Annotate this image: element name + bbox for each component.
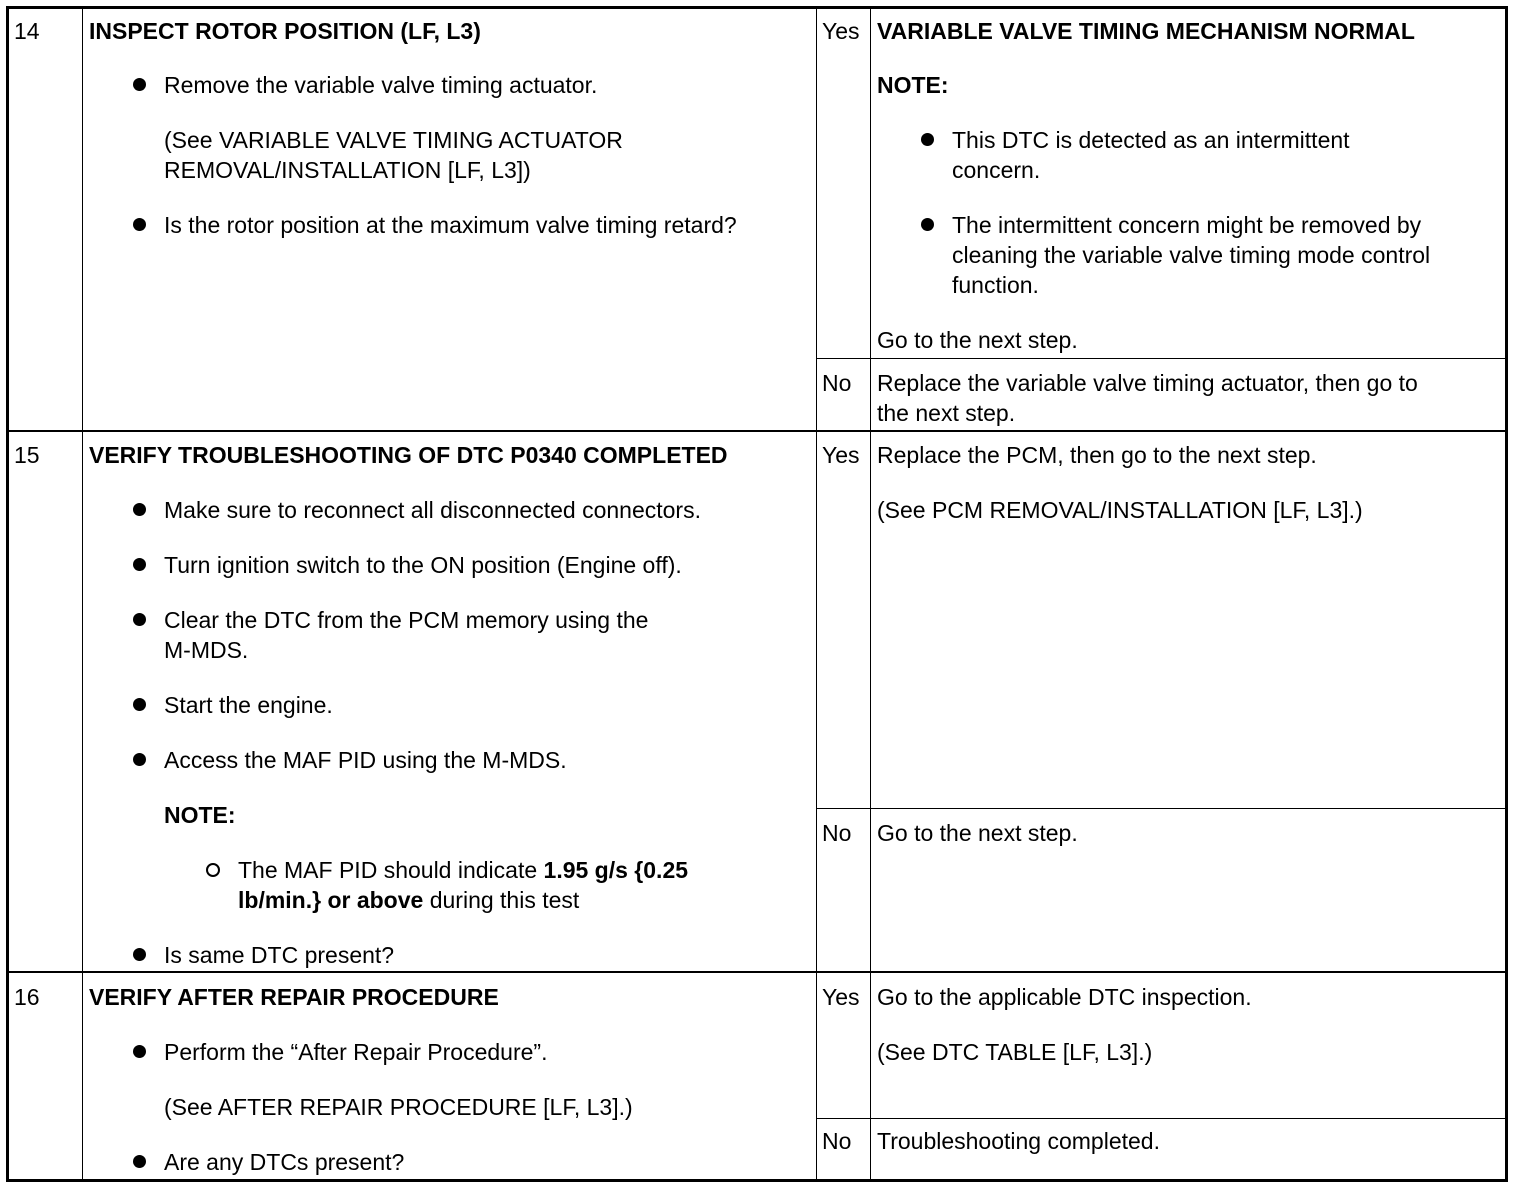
action-text: Clear the DTC from the PCM memory using the bbox=[164, 607, 649, 633]
reference-text: REMOVAL/INSTALLATION [LF, L3]) bbox=[164, 157, 531, 183]
no-result-text: the next step. bbox=[877, 400, 1016, 426]
row-divider-14-15 bbox=[6, 430, 1508, 432]
step-title: VERIFY AFTER REPAIR PROCEDURE bbox=[89, 984, 499, 1010]
no-label: No bbox=[822, 1128, 852, 1154]
bullet-icon bbox=[133, 218, 146, 231]
bullet-icon bbox=[133, 558, 146, 571]
table-border-left bbox=[6, 6, 9, 1182]
action-text: Make sure to reconnect all disconnected connectors. bbox=[164, 497, 701, 523]
yes-next-text: Go to the next step. bbox=[877, 327, 1078, 353]
action-text: Turn ignition switch to the ON position (Engine off). bbox=[164, 552, 682, 578]
yes-result-text: Replace the PCM, then go to the next step. bbox=[877, 442, 1317, 468]
yesno-divider-16 bbox=[816, 1118, 1508, 1119]
note-text: cleaning the variable valve timing mode control bbox=[952, 242, 1431, 268]
col-divider-1 bbox=[82, 6, 83, 1182]
action-text: Perform the “After Repair Procedure”. bbox=[164, 1039, 548, 1065]
bullet-icon bbox=[133, 78, 146, 91]
hollow-bullet-icon bbox=[206, 863, 220, 877]
bullet-icon bbox=[921, 218, 934, 231]
yesno-divider-15 bbox=[816, 808, 1508, 809]
bullet-icon bbox=[133, 1155, 146, 1168]
no-label: No bbox=[822, 370, 852, 396]
no-result-text: Go to the next step. bbox=[877, 820, 1078, 846]
table-border-bottom bbox=[6, 1179, 1508, 1182]
reference-text: (See AFTER REPAIR PROCEDURE [LF, L3].) bbox=[164, 1094, 633, 1120]
subnote-value: lb/min.} or above bbox=[238, 887, 424, 913]
bullet-icon bbox=[133, 753, 146, 766]
table-border-right bbox=[1505, 6, 1508, 1182]
table-border-top bbox=[6, 6, 1508, 9]
bullet-icon bbox=[921, 133, 934, 146]
yes-label: Yes bbox=[822, 984, 860, 1010]
action-text: Remove the variable valve timing actuator. bbox=[164, 72, 598, 98]
bullet-icon bbox=[133, 1045, 146, 1058]
note-text: This DTC is detected as an intermittent bbox=[952, 127, 1350, 153]
note-text: The intermittent concern might be removed by bbox=[952, 212, 1422, 238]
no-result-text: Troubleshooting completed. bbox=[877, 1128, 1160, 1154]
step-number: 15 bbox=[14, 442, 40, 468]
subnote-text bbox=[238, 885, 579, 915]
action-text: Start the engine. bbox=[164, 692, 333, 718]
note-text: function. bbox=[952, 272, 1039, 298]
col-divider-2 bbox=[816, 6, 817, 1182]
action-text: Is same DTC present? bbox=[164, 942, 395, 968]
action-text: Access the MAF PID using the M-MDS. bbox=[164, 747, 567, 773]
action-text: Are any DTCs present? bbox=[164, 1149, 405, 1175]
note-label: NOTE: bbox=[164, 802, 236, 828]
yes-label: Yes bbox=[822, 18, 860, 44]
yes-result-title: VARIABLE VALVE TIMING MECHANISM NORMAL bbox=[877, 18, 1415, 44]
action-text: Is the rotor position at the maximum valve timing retard? bbox=[164, 212, 737, 238]
step-number: 14 bbox=[14, 18, 40, 44]
no-result-text: Replace the variable valve timing actuator, then go to bbox=[877, 370, 1418, 396]
step-title: VERIFY TROUBLESHOOTING OF DTC P0340 COMPLETED bbox=[89, 442, 728, 468]
step-title: INSPECT ROTOR POSITION (LF, L3) bbox=[89, 18, 481, 44]
reference-text: (See VARIABLE VALVE TIMING ACTUATOR bbox=[164, 127, 623, 153]
row-divider-15-16 bbox=[6, 971, 1508, 973]
col-divider-3 bbox=[870, 6, 871, 1182]
bullet-icon bbox=[133, 698, 146, 711]
reference-text: (See DTC TABLE [LF, L3].) bbox=[877, 1039, 1153, 1065]
no-label: No bbox=[822, 820, 852, 846]
yesno-divider-14 bbox=[816, 358, 1508, 359]
action-text: M-MDS. bbox=[164, 637, 249, 663]
note-text: concern. bbox=[952, 157, 1041, 183]
subnote-pre: The MAF PID should indicate bbox=[238, 857, 544, 883]
bullet-icon bbox=[133, 613, 146, 626]
subnote-value: 1.95 g/s {0.25 bbox=[543, 857, 689, 883]
note-label: NOTE: bbox=[877, 72, 949, 98]
subnote-text bbox=[238, 855, 688, 885]
reference-text: (See PCM REMOVAL/INSTALLATION [LF, L3].) bbox=[877, 497, 1363, 523]
yes-result-text: Go to the applicable DTC inspection. bbox=[877, 984, 1252, 1010]
bullet-icon bbox=[133, 503, 146, 516]
bullet-icon bbox=[133, 948, 146, 961]
yes-label: Yes bbox=[822, 442, 860, 468]
step-number: 16 bbox=[14, 984, 40, 1010]
subnote-post: during this test bbox=[423, 887, 580, 913]
